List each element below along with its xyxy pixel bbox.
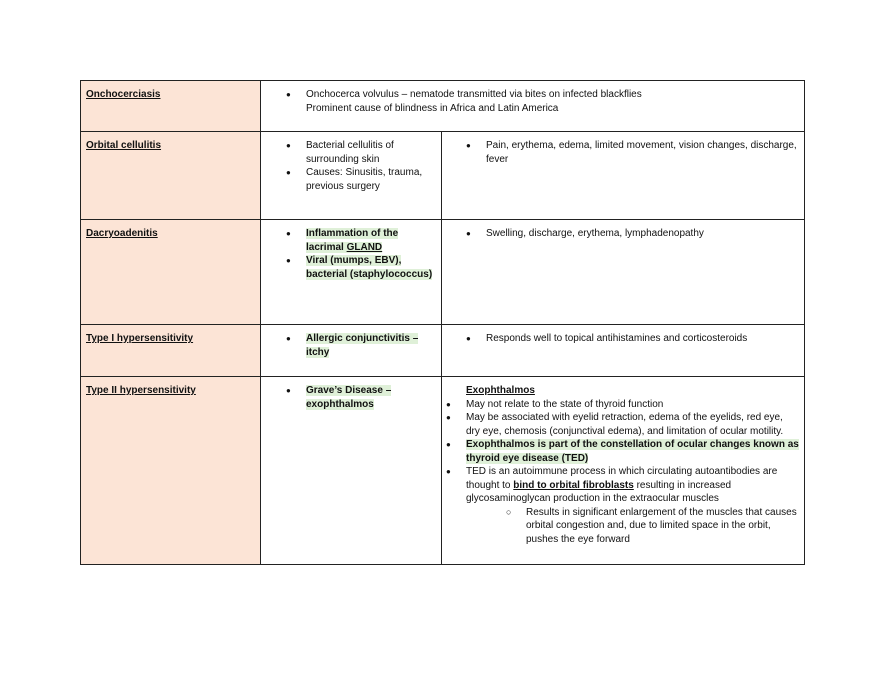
list-item: ● Bacterial cellulitis of surrounding skin bbox=[286, 139, 436, 166]
symptom-cell bbox=[442, 132, 805, 220]
list-item: ● May be associated with eyelid retraction, edema of the eyelids, red eye, dry eye, chemosis (conjunctival edema), and limitation of ocular motility. bbox=[446, 411, 799, 438]
list-item bbox=[446, 465, 799, 506]
symptom-cell bbox=[442, 325, 805, 377]
term-cell bbox=[81, 81, 261, 132]
cause-cell bbox=[261, 132, 442, 220]
list-item bbox=[286, 332, 436, 359]
description-cell bbox=[261, 81, 805, 132]
section-heading: Exophthalmos bbox=[466, 385, 535, 396]
notes-table bbox=[80, 80, 805, 565]
list-item: ● Swelling, discharge, erythema, lymphadenopathy bbox=[466, 227, 799, 241]
highlighted-text: Allergic conjunctivitis – itchy bbox=[306, 333, 419, 358]
highlighted-text-part: Inflammation of the lacrimal bbox=[306, 228, 399, 253]
list-item bbox=[286, 254, 436, 281]
highlighted-text bbox=[306, 228, 398, 253]
symptom-cell bbox=[442, 220, 805, 325]
list-item: ● Responds well to topical antihistamines and corticosteroids bbox=[466, 332, 799, 346]
term-label: Orbital cellulitis bbox=[86, 140, 162, 151]
sub-list-item: ○ Results in significant enlargement of the muscles that causes orbital congestion and, due to limited space in the orbit, pushes the eye forward bbox=[506, 506, 799, 547]
highlighted-text: Exophthalmos is part of the constellation of ocular changes known as thyroid eye disease (TED) bbox=[466, 439, 799, 464]
cause-cell bbox=[261, 220, 442, 325]
underlined-text: GLAND bbox=[346, 241, 383, 253]
list-item bbox=[286, 227, 436, 254]
list-item-text: resulting in increased glycosaminoglycan production in the extraocular muscles bbox=[466, 479, 732, 504]
list-item-text: TED is an autoimmune process in which circulating autoantibodies are thought to bbox=[466, 466, 778, 491]
list-item: ● May not relate to the state of thyroid function bbox=[446, 398, 799, 412]
list-item bbox=[286, 88, 799, 102]
symptom-cell bbox=[442, 377, 805, 565]
cause-cell bbox=[261, 377, 442, 565]
term-cell bbox=[81, 132, 261, 220]
term-label: Type I hypersensitivity bbox=[86, 333, 194, 344]
table-row bbox=[81, 325, 805, 377]
continuation-text: Prominent cause of blindness in Africa and Latin America bbox=[306, 102, 559, 114]
term-cell bbox=[81, 220, 261, 325]
list-item bbox=[286, 384, 436, 411]
term-cell bbox=[81, 377, 261, 565]
cause-cell bbox=[261, 325, 442, 377]
term-label: Onchocerciasis bbox=[86, 89, 161, 100]
table-row bbox=[81, 81, 805, 132]
list-item: ● Causes: Sinusitis, trauma, previous surgery bbox=[286, 166, 436, 193]
term-label: Dacryoadenitis bbox=[86, 228, 158, 239]
table-row bbox=[81, 132, 805, 220]
term-label: Type II hypersensitivity bbox=[86, 385, 196, 396]
list-item: ● Pain, erythema, edema, limited movement, vision changes, discharge, fever bbox=[466, 139, 799, 166]
table-row bbox=[81, 377, 805, 565]
term-cell bbox=[81, 325, 261, 377]
highlighted-text: Grave’s Disease – exophthalmos bbox=[306, 385, 392, 410]
emphasized-text: bind to orbital fibroblasts bbox=[513, 479, 634, 491]
list-item bbox=[446, 438, 799, 465]
list-item-text: Onchocerca volvulus – nematode transmitted via bites on infected blackflies bbox=[306, 89, 642, 100]
table-row bbox=[81, 220, 805, 325]
highlighted-text: Viral (mumps, EBV), bacterial (staphylococcus) bbox=[306, 255, 433, 280]
